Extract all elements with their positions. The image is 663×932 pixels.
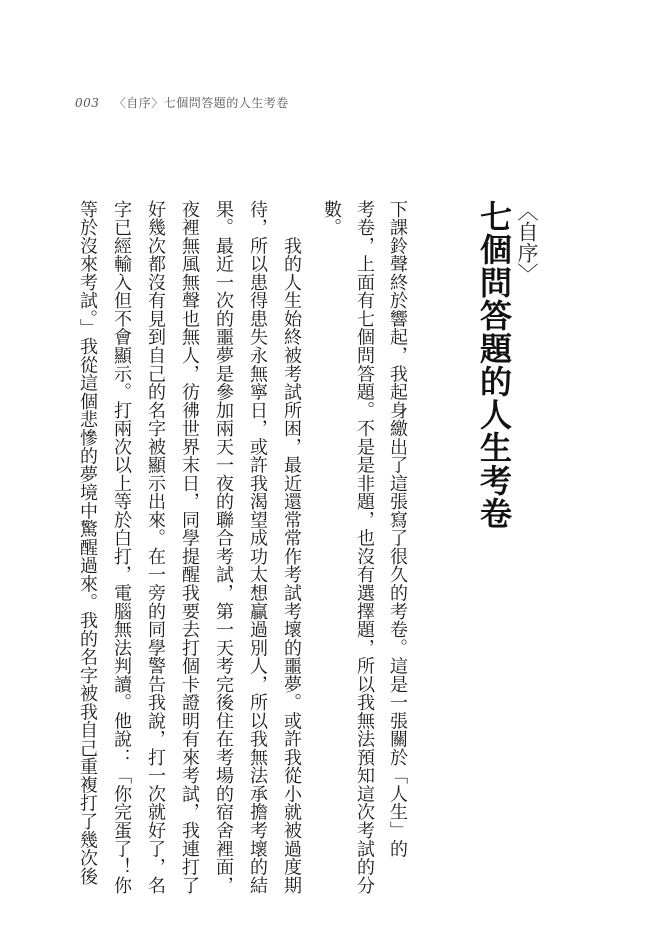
running-title: 〈自序〉七個問答題的人生考卷 xyxy=(113,96,289,110)
body-column-3: 數。 xyxy=(321,200,342,237)
preface-tag: 〈自序〉 xyxy=(515,200,539,284)
body-column-6: 果。最近一次的噩夢是參加兩天一夜的聯合考試，第一天考完後住在考場的宿舍裡面， xyxy=(213,200,234,895)
body-column-10: 等於沒來考試。」我從這個悲慘的夢境中驚醒過來。我的名字被我自己重複打了幾次後 xyxy=(77,200,98,886)
body-column-2: 考卷，上面有七個問答題。不是是非題，也沒有選擇題，所以我無法預知這次考試的分 xyxy=(354,200,375,895)
body-column-5: 待，所以患得患失永無寧日，或許我渴望成功太想贏過別人，所以我無法承擔考壞的結 xyxy=(247,200,268,895)
body-column-7: 夜裡無風無聲也無人，彷彿世界末日，同學提醒我要去打個卡證明有來考試，我連打了 xyxy=(179,200,200,895)
body-column-4: 我的人生始終被考試所困，最近還常常作考試考壞的噩夢。或許我從小就被過度期 xyxy=(281,200,302,895)
running-header xyxy=(75,94,289,111)
body-column-9: 字已經輸入但不會顯示。打兩次以上等於白打，電腦無法判讀。他說：「你完蛋了！你 xyxy=(111,200,132,895)
body-column-8: 好幾次都沒有見到自己的名字被顯示出來。在一旁的同學警告我說，打一次就好了，名 xyxy=(145,200,166,895)
page-number: 003 xyxy=(75,96,100,110)
body-column-1: 下課鈴聲終於響起，我起身繳出了這張寫了很久的考卷。這是一張關於「人生」的 xyxy=(387,200,408,858)
chapter-title: 七個問答題的人生考卷 xyxy=(475,200,513,530)
